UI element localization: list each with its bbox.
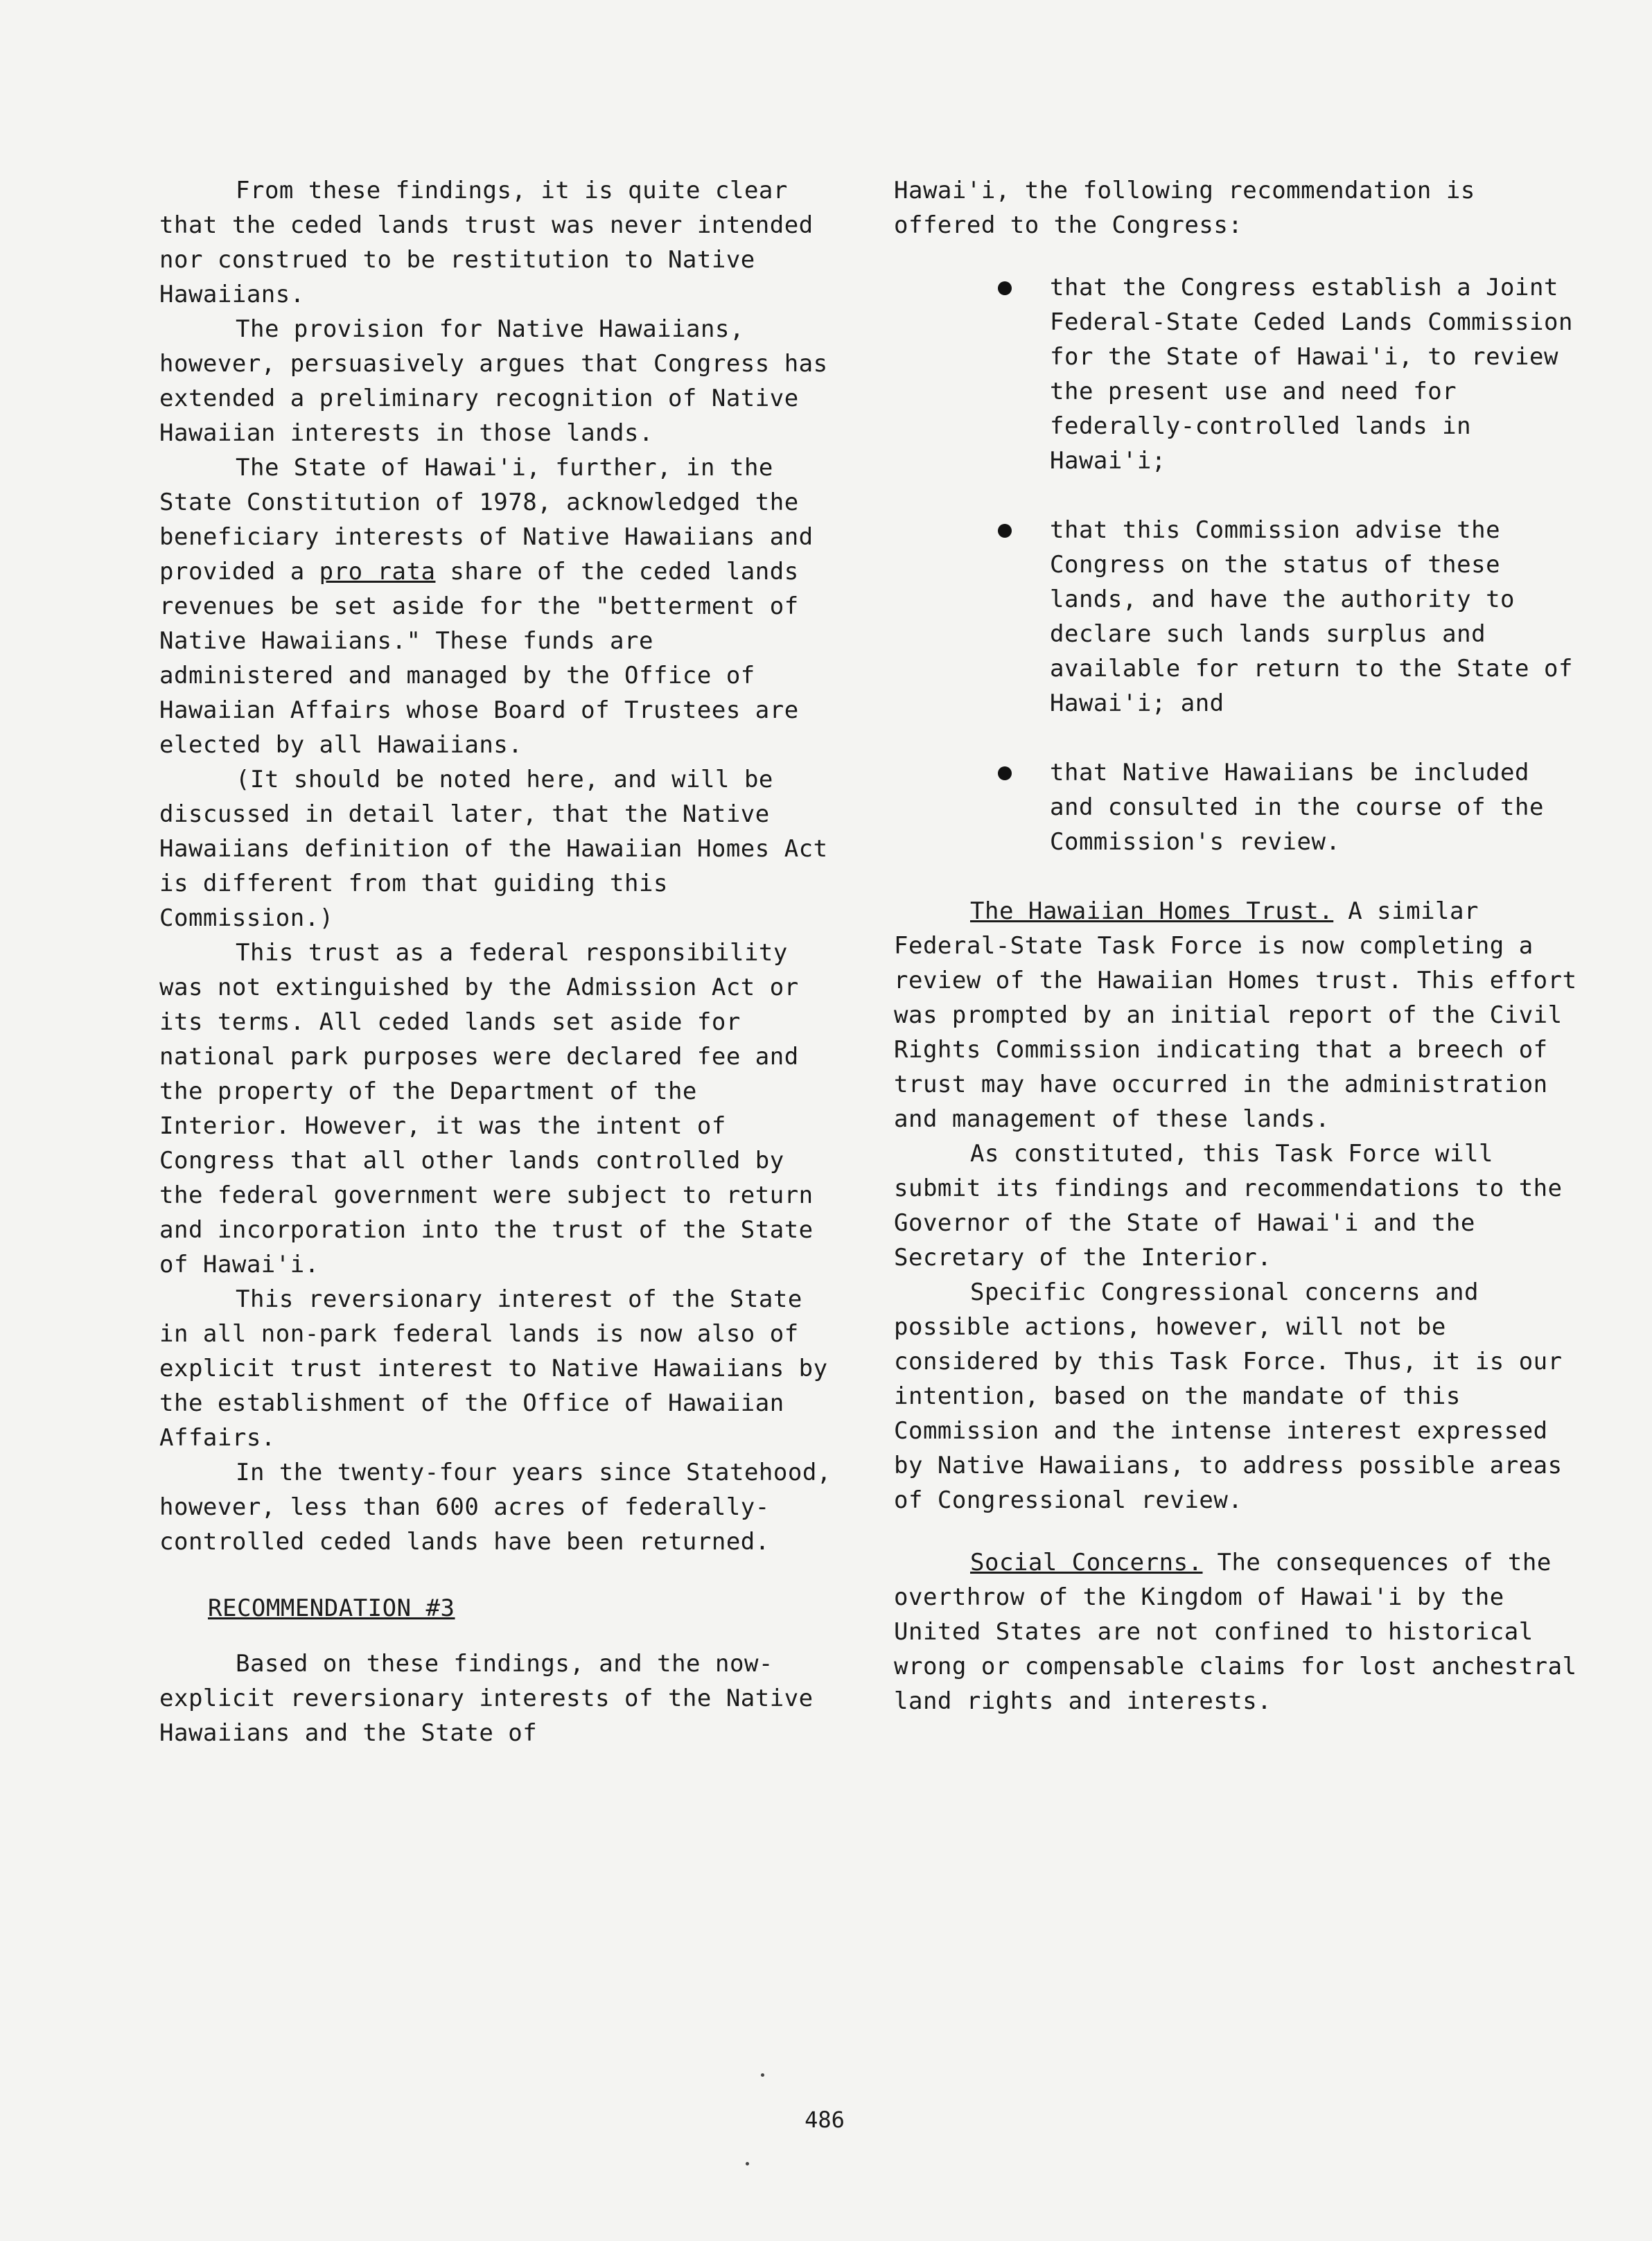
recommendation-list [894,270,1580,859]
left-paragraph-5: This trust as a federal responsibility was not extinguished by the Admission Act or its terms. All ceded lands set aside for national park purposes were declared fee and the property of the Department of the Interior. However, it was the intent of Congress that all other lands controlled by the federal government were subject to return and incorporation into the trust of the State of Hawai'i. [159,939,814,1278]
bullet-icon [998,281,1012,295]
pro-rata-underlined: pro rata [319,558,436,586]
recommendation-heading-block [159,1591,838,1626]
left-paragraph-4: (It should be noted here, and will be discussed in detail later, that the Native Hawaiians definition of the Hawaiian Homes Act is different from that guiding this Commission.) [159,766,828,932]
left-paragraph-2: The provision for Native Hawaiians, however, persuasively argues that Congress has extended a preliminary recognition of Native Hawaiian interests in those lands. [159,315,828,447]
hawaiian-homes-text: A similar Federal-State Task Force is now completing a review of the Hawaiian Homes trust. This effort was prompted by an initial report of the Civil Rights Commission indicating that a breech of trust may have occurred in the administration and management of these lands. [894,897,1577,1133]
left-paragraph-3-start: The State of Hawai'i, further, in the State Constitution of 1978, acknowledged the beneficiary interests of Native Hawaiians and provided a [159,454,814,586]
social-concerns-text: The consequences of the overthrow of the Kingdom of Hawai'i by the United States are not confined to historical wrong or compensable claims for lost anchestral land rights and interests. [894,1549,1577,1715]
right-paragraph-1: Hawai'i, the following recommendation is offered to the Congress: [894,177,1475,239]
social-concerns-heading: Social Concerns. [970,1549,1203,1576]
congressional-concerns-paragraph: Specific Congressional concerns and possible actions, however, will not be considered by this Task Force. Thus, it is our intention, based on the mandate of this Commission and the intense interest expressed by Native Hawaiians, to address possible areas of Congressional review. [894,1278,1563,1514]
hawaiian-homes-paragraph [894,894,1580,1136]
list-item [894,270,1580,478]
recommendation-heading: RECOMMENDATION #3 [208,1594,455,1622]
page-number: 486 [805,2107,845,2133]
scan-speck [761,2073,764,2077]
left-paragraph-3-end: share of the ceded lands revenues be set aside for the "betterment of Native Hawaiians." These funds are administered and managed by the Office of Hawaiian Affairs whose Board of Trustees are elected by all Hawaiians. [159,558,799,759]
task-force-paragraph: As constituted, this Task Force will submit its findings and recommendations to the Governor of the State of Hawai'i and the Secretary of the Interior. [894,1140,1563,1272]
list-item-text: that Native Hawaiians be included and consulted in the course of the Commission's review. [1050,759,1544,856]
left-paragraph-6: This reversionary interest of the State in all non-park federal lands is now also of explicit trust interest to Native Hawaiians by the establishment of the Office of Hawaiian Affairs. [159,1285,828,1452]
bullet-icon [998,524,1012,538]
right-column [894,173,1580,1719]
left-paragraph-3 [159,450,838,762]
left-column [159,173,838,1750]
list-item-text: that the Congress establish a Joint Federal-State Ceded Lands Commission for the State of Hawai'i, to review the present use and need for federally-controlled lands in Hawai'i; [1050,274,1573,475]
scan-speck [746,2162,749,2165]
list-item-text: that this Commission advise the Congress on the status of these lands, and have the authority to declare such lands surplus and available for return to the State of Hawai'i; and [1050,516,1573,717]
social-concerns-paragraph [894,1545,1580,1719]
bullet-icon [998,766,1012,780]
left-paragraph-7: In the twenty-four years since Statehood, however, less than 600 acres of federally-controlled ceded lands have been returned. [159,1459,832,1556]
list-item [894,513,1580,721]
hawaiian-homes-heading: The Hawaiian Homes Trust. [970,897,1334,925]
left-paragraph-1: From these findings, it is quite clear that the ceded lands trust was never intended nor construed to be restitution to Native Hawaiians. [159,177,814,308]
list-item [894,755,1580,859]
left-paragraph-8: Based on these findings, and the now-explicit reversionary interests of the Native Hawaiians and the State of [159,1650,814,1747]
